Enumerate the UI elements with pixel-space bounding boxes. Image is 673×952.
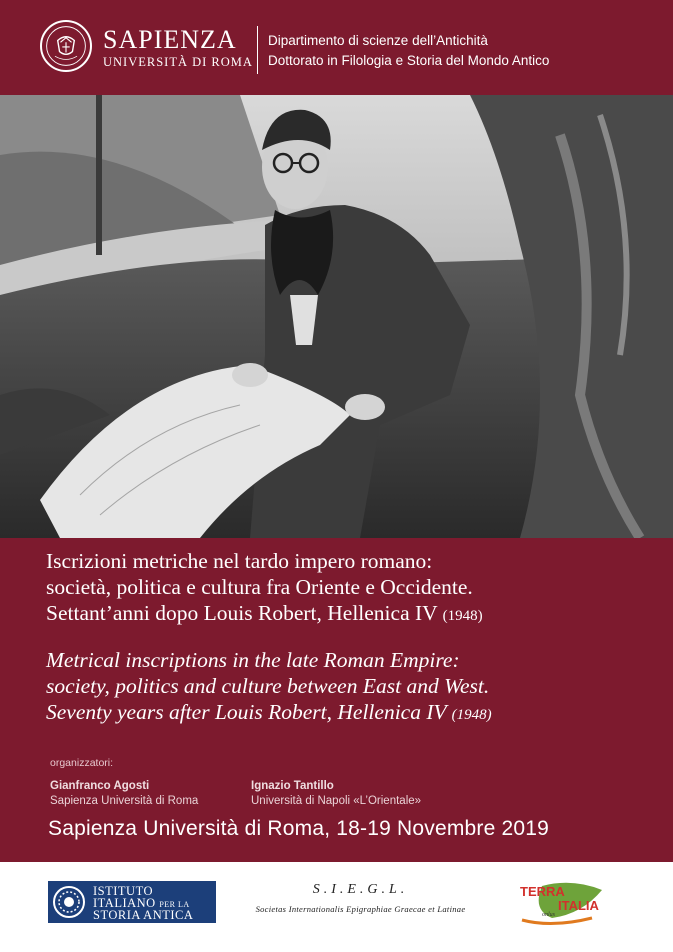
- header: [0, 0, 673, 95]
- organizer-affiliation: Sapienza Università di Roma: [50, 795, 199, 807]
- organizers-label: organizzatori:: [50, 757, 114, 769]
- venue-date: Sapienza Università di Roma, 18-19 Novembre 2019: [48, 817, 550, 840]
- brand-name: SAPIENZA: [103, 25, 237, 54]
- title-english-line: [46, 699, 656, 728]
- organizer-name: Ignazio Tantillo: [251, 780, 334, 792]
- italia-word: ITALIA: [558, 898, 599, 913]
- brand: [103, 27, 253, 70]
- title-english: [46, 647, 656, 728]
- terra-italia-logo: [512, 874, 612, 934]
- department-line: Dipartimento di scienze dell’Antichità: [268, 33, 488, 48]
- department-info: [268, 31, 549, 71]
- sponsor-logos: [0, 862, 673, 952]
- header-divider: [257, 26, 258, 74]
- title-italian-line: [46, 600, 656, 629]
- terra-word: TERRA: [520, 884, 565, 899]
- isi-emblem-icon: [52, 885, 86, 919]
- title-italian: [46, 548, 656, 629]
- siegl-logo: [228, 882, 493, 914]
- title-english-year: (1948): [451, 707, 492, 723]
- title-english-line3: Seventy years after Louis Robert, Hellenica IV: [46, 700, 447, 724]
- terra-sub: onlus: [542, 912, 556, 918]
- siegl-full-name: Societas Internationalis Epigraphiae Graecae et Latinae: [255, 904, 466, 914]
- isi-line1: ISTITUTO: [93, 884, 154, 898]
- doctorate-line: Dottorato in Filologia e Storia del Mondo Antico: [268, 53, 550, 68]
- isi-line2-small: PER LA: [159, 900, 190, 909]
- organizer-name: Gianfranco Agosti: [50, 780, 150, 792]
- organizer: [50, 779, 198, 809]
- isi-line3: STORIA ANTICA: [93, 908, 194, 922]
- siegl-acronym: S.I.E.G.L.: [312, 882, 409, 897]
- title-italian-line: Iscrizioni metriche nel tardo impero romano:: [46, 549, 433, 573]
- isi-line2-main: ITALIANO: [93, 896, 156, 910]
- isi-logo: [48, 881, 216, 923]
- title-italian-year: (1948): [442, 608, 483, 624]
- title-english-line: Metrical inscriptions in the late Roman Empire:: [46, 648, 460, 672]
- title-italian-line3: Settant’anni dopo Louis Robert, Hellenica IV: [46, 601, 438, 625]
- university-seal-logo: [40, 20, 92, 72]
- brand-subtitle: UNIVERSITÀ DI ROMA: [103, 55, 253, 69]
- historical-photo: [0, 95, 673, 538]
- title-english-line: society, politics and culture between East and West.: [46, 674, 490, 698]
- title-italian-line: società, politica e cultura fra Oriente e Occidente.: [46, 575, 473, 599]
- organizer-affiliation: Università di Napoli «L’Orientale»: [251, 795, 422, 807]
- organizer: [251, 779, 421, 809]
